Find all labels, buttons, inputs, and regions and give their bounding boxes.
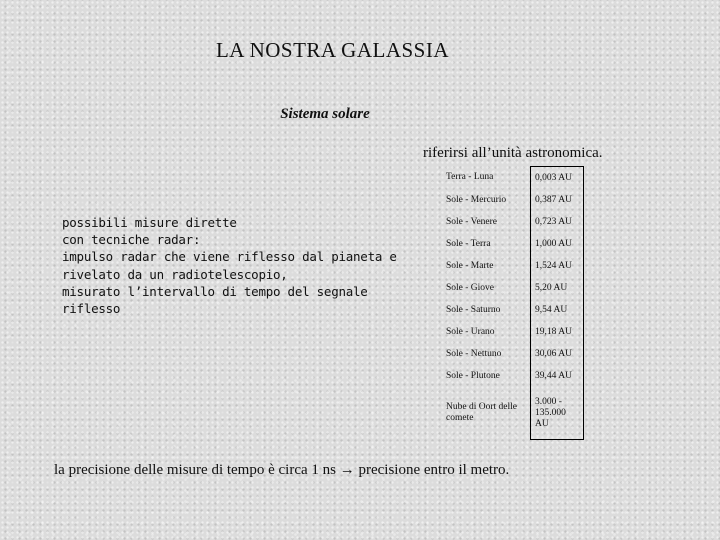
table-row: [440, 387, 584, 440]
table-row: [440, 167, 584, 190]
distance-table: [440, 166, 584, 440]
distance-name: Sole - Terra: [446, 238, 491, 249]
description-line: misurato l’intervallo di tempo del segnale: [62, 283, 368, 299]
table-row: [440, 189, 584, 211]
distance-value: 39,44 AU: [531, 365, 584, 387]
precision-footer: la precisione delle misure di tempo è circa 1 ns → precisione entro il metro.: [54, 462, 510, 478]
table-row: [440, 299, 584, 321]
distance-name: Sole - Mercurio: [446, 194, 507, 205]
distance-name: Sole - Saturno: [446, 304, 501, 315]
slide-title: LA NOSTRA GALASSIA: [215, 38, 450, 62]
distance-name: Sole - Marte: [446, 260, 494, 271]
table-row: [440, 277, 584, 299]
radar-description: [62, 214, 397, 317]
description-line: riflesso: [62, 301, 121, 317]
table-row: [440, 365, 584, 387]
distance-value: 1,524 AU: [531, 255, 584, 277]
distance-value: 9,54 AU: [531, 299, 584, 321]
distance-name: Sole - Venere: [446, 216, 498, 227]
distance-name: Nube di Oort delle comete: [446, 402, 517, 424]
table-row: [440, 211, 584, 233]
distance-value: 1,000 AU: [531, 233, 584, 255]
description-line: con tecniche radar:: [62, 232, 201, 248]
description-line: impulso radar che viene riflesso dal pianeta e: [62, 249, 397, 265]
table-row: [440, 233, 584, 255]
table-row: [440, 321, 584, 343]
au-note: riferirsi all’unità astronomica.: [423, 145, 603, 161]
distance-value: 0,003 AU: [531, 167, 584, 190]
distance-value: 3.000 - 135.000 AU: [531, 387, 584, 440]
distance-name: Sole - Giove: [446, 282, 495, 293]
table-row: [440, 255, 584, 277]
distance-value: 19,18 AU: [531, 321, 584, 343]
distance-value: 0,387 AU: [531, 189, 584, 211]
distance-name: Sole - Nettuno: [446, 348, 502, 359]
distance-name: Sole - Plutone: [446, 370, 500, 381]
distance-name: Sole - Urano: [446, 326, 495, 337]
distance-name: Terra - Luna: [446, 172, 494, 183]
distance-value: 30,06 AU: [531, 343, 584, 365]
distance-value: 0,723 AU: [531, 211, 584, 233]
slide-subtitle: Sistema solare: [280, 106, 370, 122]
description-line: rivelato da un radiotelescopio,: [62, 266, 288, 282]
distance-value: 5,20 AU: [531, 277, 584, 299]
table-row: [440, 343, 584, 365]
description-line: possibili misure dirette: [62, 215, 237, 230]
